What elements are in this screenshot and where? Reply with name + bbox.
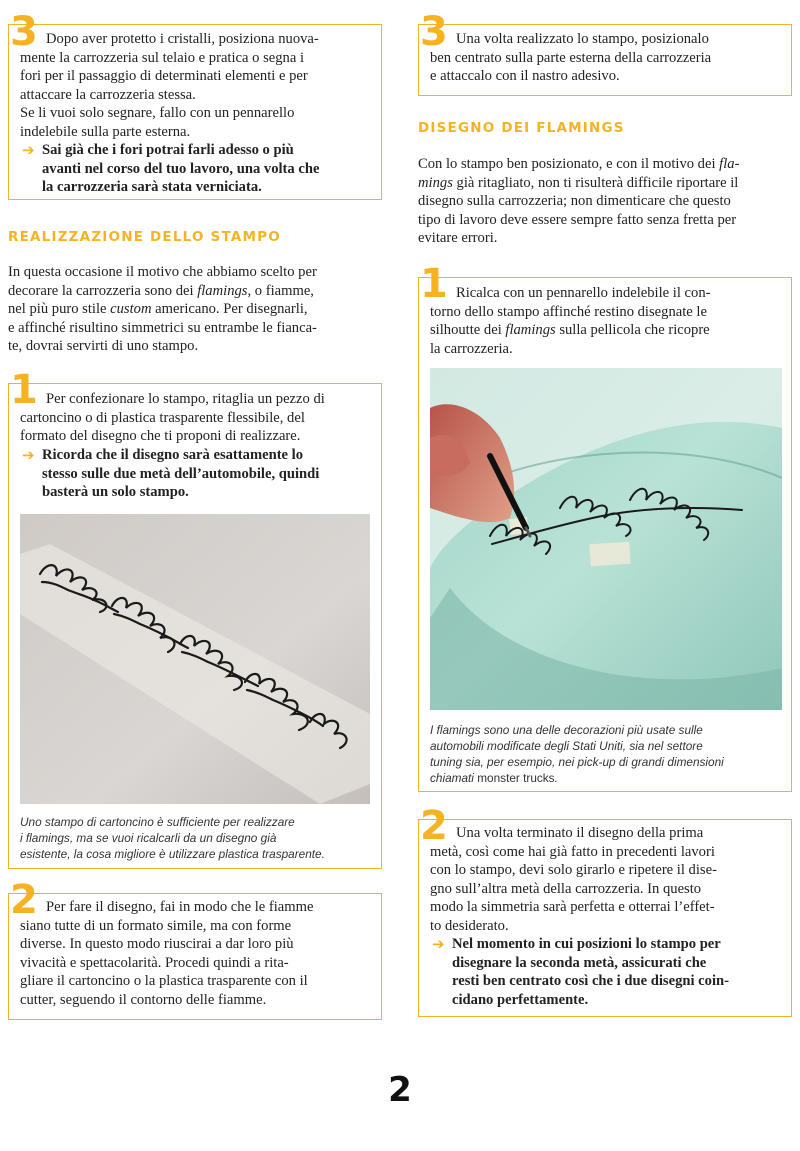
right-step3-line: e attaccalo con il nastro adesivo.: [430, 68, 620, 85]
right-intro-line: già ritagliato, non ti risulterà difficile riportare il: [452, 174, 739, 191]
right-step2-text: [430, 824, 782, 936]
caption-line: tuning sia, per esempio, nei pick-up di grandi dimensioni: [430, 755, 724, 769]
left-intro-line: , o fiamme,: [247, 282, 314, 299]
left-step2-line: gliare il cartoncino o la plastica trasparente con il: [20, 973, 308, 990]
right-step2-line: con lo stampo, devi solo girarlo e ripetere il dise-: [430, 862, 717, 879]
arrow-right-icon: ➔: [22, 446, 35, 464]
left-step3-note: [42, 141, 370, 197]
left-step2-line: vivacità e spettacolarità. Procedi quindi a rita-: [20, 954, 289, 971]
left-step3-number: 3: [10, 9, 38, 55]
left-step1-text: [20, 390, 370, 446]
left-step3-note-line: la carrozzeria sarà stata verniciata.: [42, 179, 262, 196]
right-step2-note-line: cidano perfettamente.: [452, 991, 589, 1008]
right-step1-number: 1: [420, 261, 448, 307]
page-number: 2: [388, 1070, 412, 1110]
right-intro-italic: mings: [418, 174, 453, 191]
right-step1-line: torno dello stampo affinché restino disegnate le: [430, 303, 707, 320]
right-intro-italic: fla-: [719, 156, 740, 172]
right-step2-note-line: resti ben centrato così che i due disegni coin-: [452, 973, 729, 990]
left-step1-number: 1: [10, 367, 38, 413]
right-step3-text: [430, 30, 780, 86]
left-step2-line: cutter, seguendo il contorno delle fiamme.: [20, 991, 267, 1008]
left-step3-line: Dopo aver protetto i cristalli, posiziona nuova-: [46, 31, 319, 47]
caption-upright: monster trucks: [477, 771, 555, 785]
left-step3-line: indelebile sulla parte esterna.: [20, 123, 191, 140]
right-step2-number: 2: [420, 803, 448, 849]
left-step2-line: diverse. In questo modo riuscirai a dar loro più: [20, 936, 294, 953]
right-intro: [418, 155, 794, 248]
stencil-photo: [20, 514, 370, 804]
left-intro-italic: custom: [110, 301, 152, 318]
right-intro-line: tipo di lavoro deve essere sempre fatto senza fretta per: [418, 211, 737, 228]
caption-line: esistente, la cosa migliore è utilizzare plastica trasparente.: [20, 847, 325, 861]
left-step3-note-line: Sai già che i fori potrai farli adesso o più: [42, 142, 294, 158]
right-step1-text: [430, 284, 782, 358]
right-step3-line: ben centrato sulla parte esterna della carrozzeria: [430, 49, 712, 66]
right-step1-caption: [430, 722, 782, 786]
left-step2-text: [20, 898, 370, 1010]
left-step1-note-line: Ricorda che il disegno sarà esattamente lo: [42, 447, 304, 463]
left-step3-text: [20, 30, 370, 142]
left-step2-number: 2: [10, 877, 38, 923]
left-step1-note: [42, 446, 370, 502]
left-intro-line: In questa occasione il motivo che abbiamo scelto per: [8, 264, 317, 280]
right-intro-line: evitare errori.: [418, 230, 498, 247]
left-intro-line: americano. Per disegnarli,: [151, 301, 308, 318]
caption-line: chiamati: [430, 771, 478, 785]
right-intro-line: Con lo stampo ben posizionato, e con il motivo dei: [418, 156, 720, 172]
right-step2-line: to desiderato.: [430, 917, 509, 934]
left-intro-line: nel più puro stile: [8, 301, 111, 318]
left-intro-line: te, dovrai servirti di uno stampo.: [8, 338, 199, 355]
right-step3-line: Una volta realizzato lo stampo, posizionalo: [456, 31, 709, 47]
left-step3-line: fori per il passaggio di determinati elementi e per: [20, 68, 308, 85]
caption-line: .: [554, 771, 558, 785]
left-step1-line: Per confezionare lo stampo, ritaglia un pezzo di: [46, 391, 325, 407]
right-step1-italic: flamings: [505, 322, 556, 339]
left-section-heading: REALIZZAZIONE DELLO STAMPO: [8, 229, 281, 245]
arrow-right-icon: ➔: [22, 141, 35, 159]
tracing-illustration: [430, 368, 782, 710]
left-step1-note-line: stesso sulle due metà dell’automobile, quindi: [42, 465, 320, 482]
left-step1-line: formato del disegno che ti proponi di realizzare.: [20, 428, 301, 445]
right-step1-line: la carrozzeria.: [430, 340, 513, 357]
right-step2-note-line: disegnare la seconda metà, assicurati che: [452, 954, 707, 971]
caption-line: Uno stampo di cartoncino è sufficiente per realizzare: [20, 815, 295, 829]
left-intro: [8, 263, 384, 356]
stencil-illustration: [20, 514, 370, 804]
right-step2-line: modo la simmetria sarà perfetta e otterrai l’effet-: [430, 899, 715, 916]
left-intro-italic: flamings: [197, 282, 248, 299]
right-step1-line: silhoutte dei: [430, 322, 506, 339]
left-intro-line: e affinché risultino simmetrici su entrambe le fianca-: [8, 319, 317, 336]
right-step2-note: [452, 935, 782, 1009]
left-step1-line: cartoncino o di plastica trasparente flessibile, del: [20, 409, 305, 426]
left-intro-line: decorare la carrozzeria sono dei: [8, 282, 198, 299]
right-section-heading: DISEGNO DEI FLAMINGS: [418, 120, 625, 136]
tracing-photo: [430, 368, 782, 710]
left-step1-note-line: basterà un solo stampo.: [42, 484, 189, 501]
left-step1-caption: [20, 814, 370, 862]
caption-line: I flamings sono una delle decorazioni più usate sulle: [430, 723, 703, 737]
right-step2-note-line: Nel momento in cui posizioni lo stampo per: [452, 936, 721, 952]
left-step2-line: siano tutte di un formato simile, ma con forme: [20, 917, 292, 934]
right-intro-line: disegno sulla carrozzeria; non dimenticare che questo: [418, 193, 731, 210]
left-step3-line: Se li vuoi solo segnare, fallo con un pennarello: [20, 105, 295, 122]
right-step3-number: 3: [420, 9, 448, 55]
right-step2-line: gno sull’altra metà della carrozzeria. In questo: [430, 880, 702, 897]
left-step2-line: Per fare il disegno, fai in modo che le fiamme: [46, 899, 314, 915]
left-step3-line: mente la carrozzeria sul telaio e pratica o segna i: [20, 49, 305, 66]
right-step1-line: Ricalca con un pennarello indelebile il con-: [456, 285, 711, 301]
arrow-right-icon: ➔: [432, 935, 445, 953]
right-step2-line: Una volta terminato il disegno della prima: [456, 825, 704, 841]
right-step2-line: metà, così come hai già fatto in precedenti lavori: [430, 843, 715, 860]
caption-line: i flamings, ma se vuoi ricalcarli da un disegno già: [20, 831, 277, 845]
caption-line: automobili modificate degli Stati Uniti, sia nel settore: [430, 739, 703, 753]
left-step3-note-line: avanti nel corso del tuo lavoro, una volta che: [42, 160, 320, 177]
right-step1-line: sulla pellicola che ricopre: [555, 322, 710, 339]
left-step3-line: attaccare la carrozzeria stessa.: [20, 86, 196, 103]
